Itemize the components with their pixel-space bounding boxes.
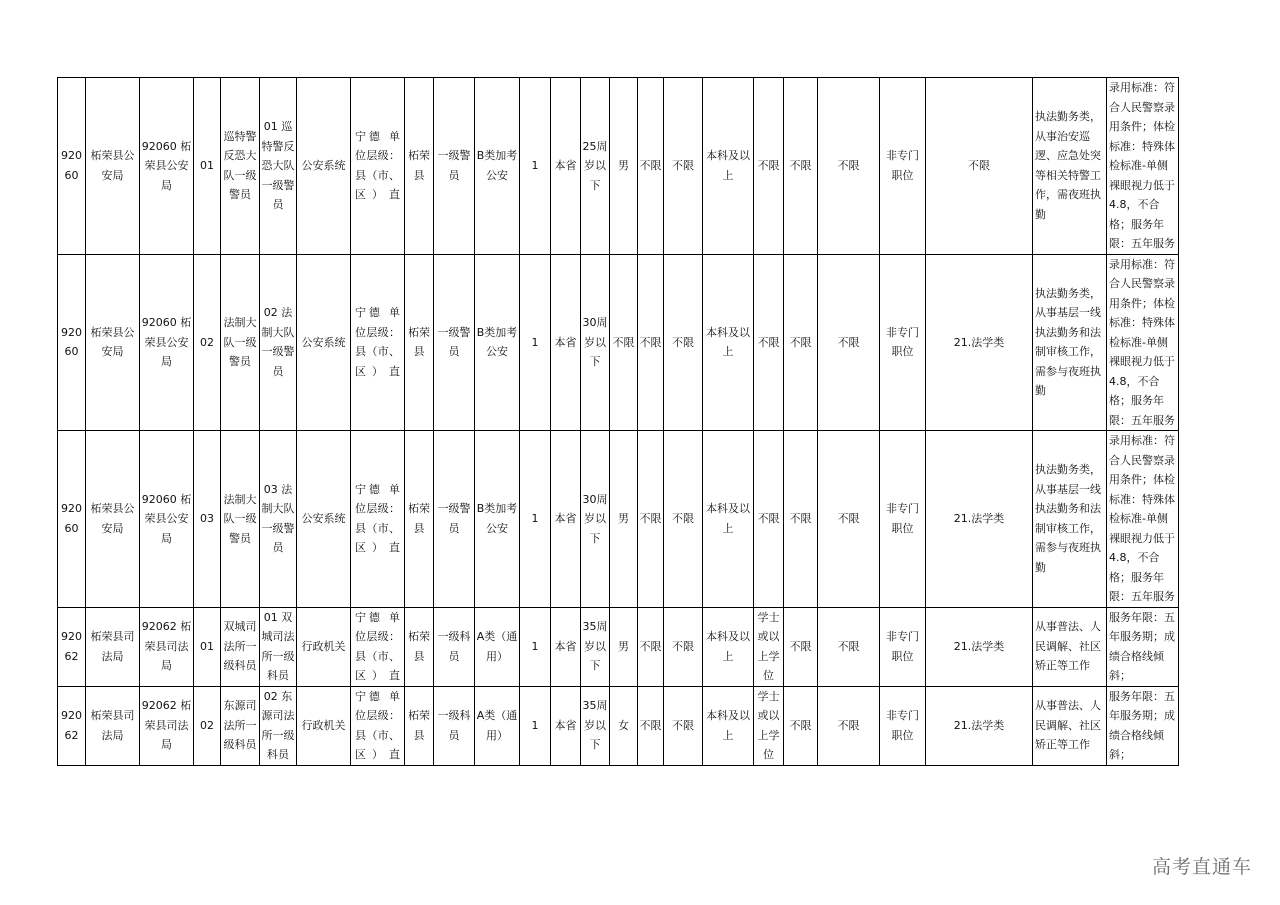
unit-code-cell: 92060	[58, 78, 86, 255]
major-cell: 21.法学类	[926, 607, 1033, 686]
level-cell: 宁德 单位层级：县（市、区）直	[351, 78, 405, 255]
other-requirements-cell: 录用标准：符合人民警察录用条件；体检标准：特殊体检标准-单侧裸眼视力低于4.8，不合格；服务年限：五年服务	[1107, 78, 1179, 255]
headcount-cell: 1	[520, 78, 551, 255]
post-name-cell: 法制大队一级警员	[221, 431, 260, 608]
employer-cell: 92060 柘荣县公安局	[140, 78, 194, 255]
ethnicity-cell: 不限	[638, 431, 664, 608]
unit-code-cell: 92060	[58, 254, 86, 431]
education-cell: 本科及以上	[703, 607, 754, 686]
degree-cell: 不限	[754, 78, 784, 255]
unit-code-cell: 92062	[58, 607, 86, 686]
post-type-cell: 非专门职位	[880, 431, 926, 608]
remarks-cell: 执法勤务类，从事基层一线执法勤务和法制审核工作，需参与夜班执勤	[1033, 254, 1107, 431]
origin-cell: 本省	[551, 607, 581, 686]
county-cell: 柘荣县	[405, 254, 434, 431]
employer-cell: 92060 柘荣县公安局	[140, 431, 194, 608]
post-number-cell: 02	[194, 686, 221, 765]
gender-cell: 女	[610, 686, 638, 765]
gender-cell: 男	[610, 607, 638, 686]
unit-name-cell: 柘荣县司法局	[86, 607, 140, 686]
ethnicity-cell: 不限	[638, 686, 664, 765]
unit-name-cell: 柘荣县司法局	[86, 686, 140, 765]
ethnicity-cell: 不限	[638, 254, 664, 431]
education-cell: 本科及以上	[703, 686, 754, 765]
headcount-cell: 1	[520, 431, 551, 608]
rank-cell: 一级科员	[434, 607, 475, 686]
post-name-cell: 法制大队一级警员	[221, 254, 260, 431]
table-row	[58, 254, 1179, 431]
education-cell: 本科及以上	[703, 254, 754, 431]
system-cell: 行政机关	[297, 607, 351, 686]
age-cell: 30周岁以下	[581, 431, 610, 608]
system-cell: 公安系统	[297, 431, 351, 608]
unit-name-cell: 柘荣县公安局	[86, 78, 140, 255]
major-cell: 21.法学类	[926, 431, 1033, 608]
requirement-cell: 不限	[784, 254, 818, 431]
post-type-cell: 非专门职位	[880, 78, 926, 255]
age-cell: 25周岁以下	[581, 78, 610, 255]
post-name-cell: 巡特警反恐大队一级警员	[221, 78, 260, 255]
post-code-cell: 02 法制大队一级警员	[260, 254, 297, 431]
post-number-cell: 01	[194, 607, 221, 686]
requirement-cell: 不限	[784, 431, 818, 608]
age-cell: 35周岁以下	[581, 607, 610, 686]
exam-type-cell: B类加考公安	[475, 78, 520, 255]
requirement-cell: 不限	[818, 78, 880, 255]
politics-cell: 不限	[664, 686, 703, 765]
degree-cell: 不限	[754, 431, 784, 608]
unit-code-cell: 92060	[58, 431, 86, 608]
exam-type-cell: B类加考公安	[475, 254, 520, 431]
table-row	[58, 686, 1179, 765]
remarks-cell: 执法勤务类，从事基层一线执法勤务和法制审核工作，需参与夜班执勤	[1033, 431, 1107, 608]
other-requirements-cell: 录用标准：符合人民警察录用条件；体检标准：特殊体检标准-单侧裸眼视力低于4.8，不合格；服务年限：五年服务	[1107, 254, 1179, 431]
table-row	[58, 431, 1179, 608]
county-cell: 柘荣县	[405, 431, 434, 608]
headcount-cell: 1	[520, 607, 551, 686]
post-code-cell: 01 巡特警反恐大队一级警员	[260, 78, 297, 255]
origin-cell: 本省	[551, 686, 581, 765]
degree-cell: 学士或以上学位	[754, 686, 784, 765]
post-code-cell: 01 双城司法所一级科员	[260, 607, 297, 686]
age-cell: 35周岁以下	[581, 686, 610, 765]
degree-cell: 学士或以上学位	[754, 607, 784, 686]
employer-cell: 92062 柘荣县司法局	[140, 686, 194, 765]
post-name-cell: 东源司法所一级科员	[221, 686, 260, 765]
requirement-cell: 不限	[818, 254, 880, 431]
requirement-cell: 不限	[818, 607, 880, 686]
system-cell: 公安系统	[297, 78, 351, 255]
origin-cell: 本省	[551, 254, 581, 431]
level-cell: 宁德 单位层级：县（市、区）直	[351, 686, 405, 765]
exam-type-cell: A类（通用）	[475, 686, 520, 765]
post-code-cell: 03 法制大队一级警员	[260, 431, 297, 608]
gender-cell: 男	[610, 78, 638, 255]
unit-name-cell: 柘荣县公安局	[86, 254, 140, 431]
level-cell: 宁德 单位层级：县（市、区）直	[351, 607, 405, 686]
age-cell: 30周岁以下	[581, 254, 610, 431]
post-name-cell: 双城司法所一级科员	[221, 607, 260, 686]
post-type-cell: 非专门职位	[880, 607, 926, 686]
county-cell: 柘荣县	[405, 78, 434, 255]
post-type-cell: 非专门职位	[880, 254, 926, 431]
employer-cell: 92062 柘荣县司法局	[140, 607, 194, 686]
post-number-cell: 01	[194, 78, 221, 255]
major-cell: 21.法学类	[926, 686, 1033, 765]
exam-type-cell: B类加考公安	[475, 431, 520, 608]
ethnicity-cell: 不限	[638, 607, 664, 686]
gender-cell: 男	[610, 431, 638, 608]
politics-cell: 不限	[664, 607, 703, 686]
level-cell: 宁德 单位层级：县（市、区）直	[351, 431, 405, 608]
unit-name-cell: 柘荣县公安局	[86, 431, 140, 608]
requirement-cell: 不限	[818, 686, 880, 765]
politics-cell: 不限	[664, 254, 703, 431]
politics-cell: 不限	[664, 78, 703, 255]
rank-cell: 一级科员	[434, 686, 475, 765]
origin-cell: 本省	[551, 78, 581, 255]
origin-cell: 本省	[551, 431, 581, 608]
politics-cell: 不限	[664, 431, 703, 608]
other-requirements-cell: 服务年限：五年服务期；成绩合格线倾斜；	[1107, 686, 1179, 765]
level-cell: 宁德 单位层级：县（市、区）直	[351, 254, 405, 431]
rank-cell: 一级警员	[434, 431, 475, 608]
unit-code-cell: 92062	[58, 686, 86, 765]
post-number-cell: 02	[194, 254, 221, 431]
remarks-cell: 执法勤务类，从事治安巡逻、应急处突等相关特警工作，需夜班执勤	[1033, 78, 1107, 255]
requirement-cell: 不限	[784, 78, 818, 255]
system-cell: 公安系统	[297, 254, 351, 431]
requirement-cell: 不限	[784, 607, 818, 686]
post-type-cell: 非专门职位	[880, 686, 926, 765]
exam-type-cell: A类（通用）	[475, 607, 520, 686]
table-row	[58, 607, 1179, 686]
requirement-cell: 不限	[818, 431, 880, 608]
other-requirements-cell: 录用标准：符合人民警察录用条件；体检标准：特殊体检标准-单侧裸眼视力低于4.8，不合格；服务年限：五年服务	[1107, 431, 1179, 608]
major-cell: 21.法学类	[926, 254, 1033, 431]
headcount-cell: 1	[520, 254, 551, 431]
ethnicity-cell: 不限	[638, 78, 664, 255]
gender-cell: 不限	[610, 254, 638, 431]
watermark-text: 高考直通车	[1151, 856, 1252, 878]
remarks-cell: 从事普法、人民调解、社区矫正等工作	[1033, 686, 1107, 765]
other-requirements-cell: 服务年限：五年服务期；成绩合格线倾斜；	[1107, 607, 1179, 686]
major-cell: 不限	[926, 78, 1033, 255]
position-table	[57, 77, 1179, 766]
county-cell: 柘荣县	[405, 686, 434, 765]
education-cell: 本科及以上	[703, 78, 754, 255]
system-cell: 行政机关	[297, 686, 351, 765]
headcount-cell: 1	[520, 686, 551, 765]
rank-cell: 一级警员	[434, 78, 475, 255]
rank-cell: 一级警员	[434, 254, 475, 431]
employer-cell: 92060 柘荣县公安局	[140, 254, 194, 431]
education-cell: 本科及以上	[703, 431, 754, 608]
requirement-cell: 不限	[784, 686, 818, 765]
degree-cell: 不限	[754, 254, 784, 431]
post-number-cell: 03	[194, 431, 221, 608]
remarks-cell: 从事普法、人民调解、社区矫正等工作	[1033, 607, 1107, 686]
table-body	[58, 78, 1179, 766]
county-cell: 柘荣县	[405, 607, 434, 686]
post-code-cell: 02 东源司法所一级科员	[260, 686, 297, 765]
table-row	[58, 78, 1179, 255]
